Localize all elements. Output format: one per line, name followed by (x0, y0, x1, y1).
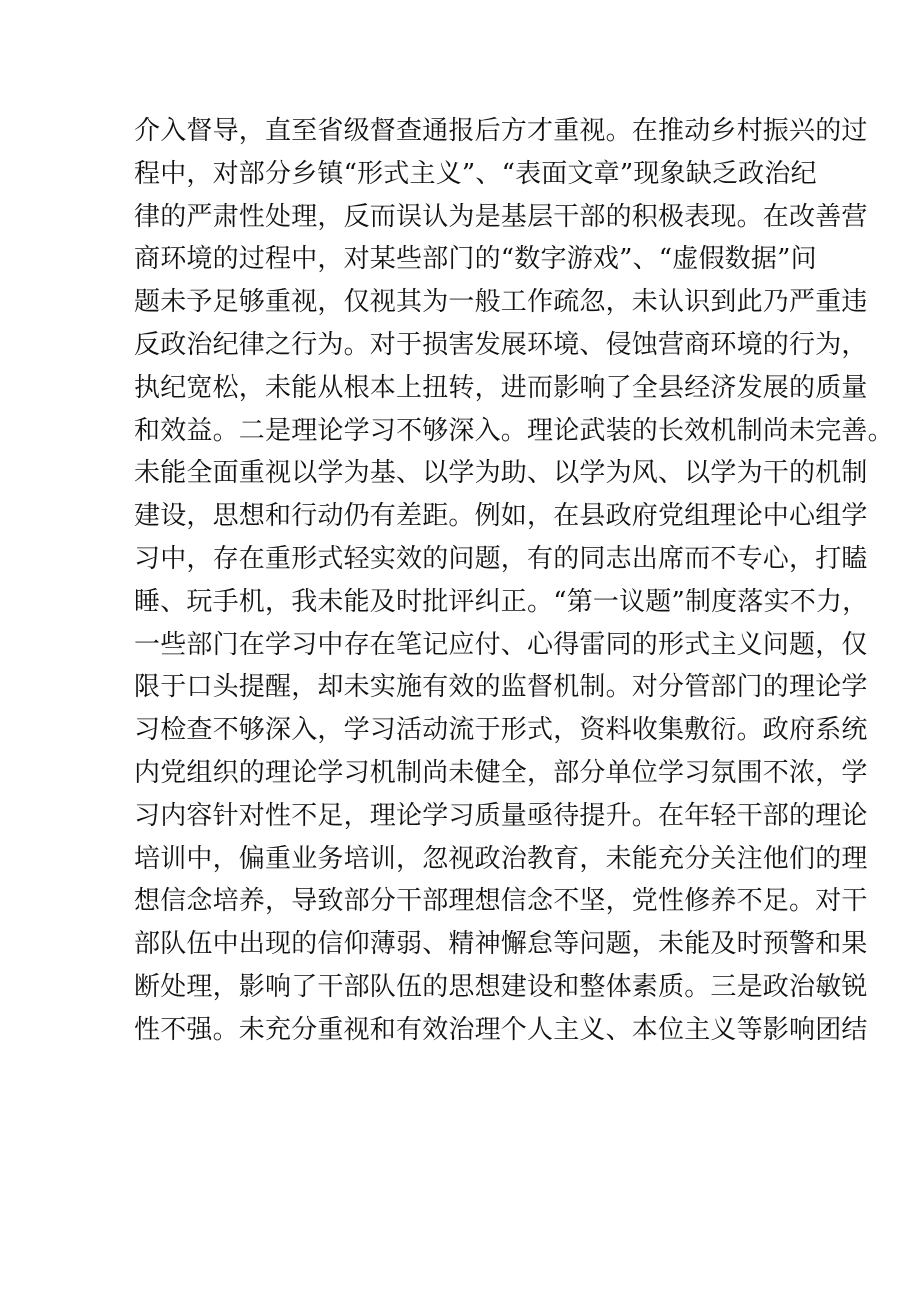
text-line: 习内容针对性不足，理论学习质量亟待提升。在年轻干部的理论 (134, 800, 868, 831)
text-line: 睡、玩手机，我未能及时批评纠正。“第一议题”制度落实不力， (134, 586, 869, 617)
text-line: 执纪宽松，未能从根本上扭转，进而影响了全县经济发展的质量 (134, 372, 868, 403)
text-line: 商环境的过程中，对某些部门的“数字游戏”、“虚假数据”问 (134, 244, 817, 275)
text-line: 性不强。未充分重视和有效治理个人主义、本位主义等影响团结 (134, 1014, 868, 1045)
text-line: 部队伍中出现的信仰薄弱、精神懈怠等问题，未能及时预警和果 (134, 929, 868, 960)
text-line: 未能全面重视以学为基、以学为助、以学为风、以学为干的机制 (134, 458, 868, 489)
text-line: 题未予足够重视，仅视其为一般工作疏忽，未认识到此乃严重违 (134, 287, 868, 318)
text-line: 律的严肃性处理，反而误认为是基层干部的积极表现。在改善营 (134, 201, 868, 232)
text-line: 习中，存在重形式轻实效的问题，有的同志出席而不专心，打瞌 (134, 543, 868, 574)
text-line: 内党组织的理论学习机制尚未健全，部分单位学习氛围不浓，学 (134, 757, 868, 788)
text-line: 习检查不够深入，学习活动流于形式，资料收集敷衍。政府系统 (134, 715, 868, 746)
text-line: 介入督导，直至省级督查通报后方才重视。在推动乡村振兴的过 (134, 116, 868, 146)
text-line: 反政治纪律之行为。对于损害发展环境、侵蚀营商环境的行为， (134, 329, 868, 360)
text-line: 一些部门在学习中存在笔记应付、心得雷同的形式主义问题，仅 (134, 629, 868, 660)
text-line: 建设，思想和行动仍有差距。例如，在县政府党组理论中心组学 (134, 501, 868, 532)
text-line: 限于口头提醒，却未实施有效的监督机制。对分管部门的理论学 (134, 672, 868, 703)
text-line: 想信念培养，导致部分干部理想信念不坚，党性修养不足。对干 (134, 886, 868, 917)
text-line: 程中，对部分乡镇“形式主义”、“表面文章”现象缺乏政治纪 (134, 158, 817, 189)
text-line: 和效益。二是理论学习不够深入。理论武装的长效机制尚未完善。 (134, 415, 894, 446)
text-line: 断处理，影响了干部队伍的思想建设和整体素质。三是政治敏锐 (134, 971, 868, 1002)
body-paragraph (134, 110, 894, 1052)
text-line: 培训中，偏重业务培训，忽视政治教育，未能充分关注他们的理 (134, 843, 868, 874)
